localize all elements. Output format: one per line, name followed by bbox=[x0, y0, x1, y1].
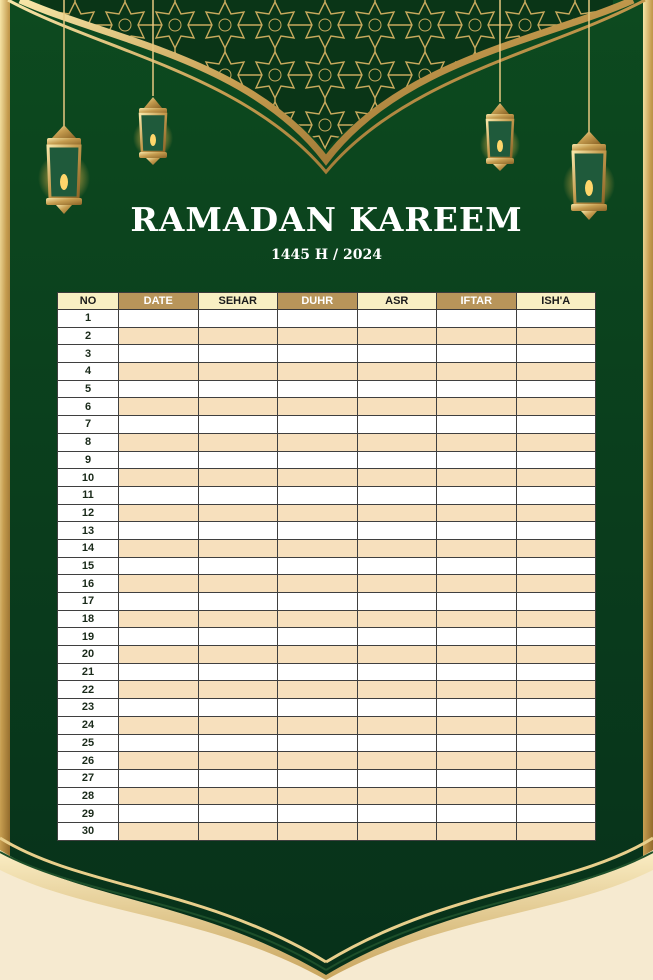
entry-cell[interactable] bbox=[357, 681, 437, 699]
entry-cell[interactable] bbox=[119, 398, 199, 416]
entry-cell[interactable] bbox=[357, 805, 437, 823]
entry-cell[interactable] bbox=[357, 380, 437, 398]
table-row bbox=[58, 805, 596, 823]
row-number: 20 bbox=[58, 646, 119, 664]
header-date: DATE bbox=[119, 293, 199, 310]
entry-cell[interactable] bbox=[516, 363, 596, 381]
row-number: 14 bbox=[58, 539, 119, 557]
entry-cell[interactable] bbox=[357, 575, 437, 593]
table-row bbox=[58, 610, 596, 628]
entry-cell[interactable] bbox=[278, 310, 358, 328]
entry-cell[interactable] bbox=[198, 433, 278, 451]
entry-cell[interactable] bbox=[278, 539, 358, 557]
entry-cell[interactable] bbox=[516, 345, 596, 363]
entry-cell[interactable] bbox=[278, 805, 358, 823]
table-row bbox=[58, 734, 596, 752]
table-row bbox=[58, 557, 596, 575]
entry-cell[interactable] bbox=[357, 486, 437, 504]
entry-cell[interactable] bbox=[278, 380, 358, 398]
entry-cell[interactable] bbox=[119, 752, 199, 770]
entry-cell[interactable] bbox=[437, 769, 517, 787]
row-number: 15 bbox=[58, 557, 119, 575]
entry-cell[interactable] bbox=[119, 716, 199, 734]
entry-cell[interactable] bbox=[119, 787, 199, 805]
entry-cell[interactable] bbox=[437, 486, 517, 504]
entry-cell[interactable] bbox=[437, 787, 517, 805]
schedule-table bbox=[57, 292, 596, 841]
entry-cell[interactable] bbox=[278, 681, 358, 699]
entry-cell[interactable] bbox=[357, 327, 437, 345]
entry-cell[interactable] bbox=[278, 787, 358, 805]
table-row bbox=[58, 486, 596, 504]
entry-cell[interactable] bbox=[278, 734, 358, 752]
table-row bbox=[58, 345, 596, 363]
entry-cell[interactable] bbox=[357, 628, 437, 646]
entry-cell[interactable] bbox=[198, 416, 278, 434]
entry-cell[interactable] bbox=[278, 486, 358, 504]
table-row bbox=[58, 646, 596, 664]
entry-cell[interactable] bbox=[198, 486, 278, 504]
entry-cell[interactable] bbox=[516, 646, 596, 664]
entry-cell[interactable] bbox=[278, 363, 358, 381]
entry-cell[interactable] bbox=[437, 593, 517, 611]
row-number: 30 bbox=[58, 822, 119, 840]
entry-cell[interactable] bbox=[516, 787, 596, 805]
entry-cell[interactable] bbox=[198, 504, 278, 522]
entry-cell[interactable] bbox=[437, 575, 517, 593]
row-number: 11 bbox=[58, 486, 119, 504]
entry-cell[interactable] bbox=[278, 522, 358, 540]
entry-cell[interactable] bbox=[357, 522, 437, 540]
entry-cell[interactable] bbox=[437, 416, 517, 434]
table-row bbox=[58, 539, 596, 557]
entry-cell[interactable] bbox=[198, 822, 278, 840]
entry-cell[interactable] bbox=[516, 628, 596, 646]
entry-cell[interactable] bbox=[278, 575, 358, 593]
entry-cell[interactable] bbox=[198, 363, 278, 381]
table-row bbox=[58, 628, 596, 646]
entry-cell[interactable] bbox=[278, 646, 358, 664]
entry-cell[interactable] bbox=[119, 734, 199, 752]
entry-cell[interactable] bbox=[516, 380, 596, 398]
entry-cell[interactable] bbox=[198, 557, 278, 575]
entry-cell[interactable] bbox=[119, 557, 199, 575]
entry-cell[interactable] bbox=[278, 557, 358, 575]
entry-cell[interactable] bbox=[437, 469, 517, 487]
entry-cell[interactable] bbox=[357, 451, 437, 469]
row-number: 29 bbox=[58, 805, 119, 823]
schedule-rows bbox=[58, 310, 596, 841]
table-row bbox=[58, 522, 596, 540]
entry-cell[interactable] bbox=[119, 310, 199, 328]
entry-cell[interactable] bbox=[357, 433, 437, 451]
entry-cell[interactable] bbox=[278, 752, 358, 770]
entry-cell[interactable] bbox=[198, 663, 278, 681]
entry-cell[interactable] bbox=[437, 752, 517, 770]
entry-cell[interactable] bbox=[119, 363, 199, 381]
table-row bbox=[58, 787, 596, 805]
entry-cell[interactable] bbox=[357, 539, 437, 557]
table-row bbox=[58, 769, 596, 787]
row-number: 16 bbox=[58, 575, 119, 593]
table-row bbox=[58, 310, 596, 328]
entry-cell[interactable] bbox=[516, 593, 596, 611]
table-row bbox=[58, 822, 596, 840]
entry-cell[interactable] bbox=[516, 327, 596, 345]
entry-cell[interactable] bbox=[516, 557, 596, 575]
entry-cell[interactable] bbox=[437, 734, 517, 752]
entry-cell[interactable] bbox=[516, 451, 596, 469]
entry-cell[interactable] bbox=[357, 716, 437, 734]
header-sehar: SEHAR bbox=[198, 293, 278, 310]
table-row bbox=[58, 380, 596, 398]
entry-cell[interactable] bbox=[198, 539, 278, 557]
row-number: 5 bbox=[58, 380, 119, 398]
row-number: 19 bbox=[58, 628, 119, 646]
entry-cell[interactable] bbox=[278, 628, 358, 646]
entry-cell[interactable] bbox=[357, 310, 437, 328]
table-row bbox=[58, 433, 596, 451]
entry-cell[interactable] bbox=[516, 610, 596, 628]
entry-cell[interactable] bbox=[278, 433, 358, 451]
entry-cell[interactable] bbox=[437, 646, 517, 664]
row-number: 27 bbox=[58, 769, 119, 787]
entry-cell[interactable] bbox=[198, 628, 278, 646]
row-number: 10 bbox=[58, 469, 119, 487]
row-number: 24 bbox=[58, 716, 119, 734]
row-number: 23 bbox=[58, 699, 119, 717]
entry-cell[interactable] bbox=[278, 610, 358, 628]
entry-cell[interactable] bbox=[119, 610, 199, 628]
entry-cell[interactable] bbox=[437, 822, 517, 840]
entry-cell[interactable] bbox=[198, 610, 278, 628]
entry-cell[interactable] bbox=[516, 504, 596, 522]
entry-cell[interactable] bbox=[119, 646, 199, 664]
entry-cell[interactable] bbox=[278, 345, 358, 363]
table-row bbox=[58, 504, 596, 522]
row-number: 7 bbox=[58, 416, 119, 434]
row-number: 6 bbox=[58, 398, 119, 416]
table-row bbox=[58, 451, 596, 469]
header-asr: ASR bbox=[357, 293, 437, 310]
entry-cell[interactable] bbox=[357, 416, 437, 434]
entry-cell[interactable] bbox=[437, 681, 517, 699]
entry-cell[interactable] bbox=[278, 416, 358, 434]
entry-cell[interactable] bbox=[357, 663, 437, 681]
entry-cell[interactable] bbox=[119, 504, 199, 522]
entry-cell[interactable] bbox=[119, 380, 199, 398]
table-row bbox=[58, 752, 596, 770]
entry-cell[interactable] bbox=[437, 345, 517, 363]
table-header-row bbox=[58, 293, 596, 310]
row-number: 2 bbox=[58, 327, 119, 345]
entry-cell[interactable] bbox=[437, 504, 517, 522]
entry-cell[interactable] bbox=[278, 699, 358, 717]
entry-cell[interactable] bbox=[437, 557, 517, 575]
entry-cell[interactable] bbox=[278, 663, 358, 681]
entry-cell[interactable] bbox=[119, 539, 199, 557]
entry-cell[interactable] bbox=[357, 734, 437, 752]
entry-cell[interactable] bbox=[357, 769, 437, 787]
entry-cell[interactable] bbox=[198, 451, 278, 469]
entry-cell[interactable] bbox=[437, 327, 517, 345]
table-row bbox=[58, 416, 596, 434]
entry-cell[interactable] bbox=[278, 469, 358, 487]
entry-cell[interactable] bbox=[198, 787, 278, 805]
entry-cell[interactable] bbox=[198, 646, 278, 664]
page-subtitle: 1445 H / 2024 bbox=[271, 247, 382, 263]
entry-cell[interactable] bbox=[278, 504, 358, 522]
header-no: NO bbox=[58, 293, 119, 310]
entry-cell[interactable] bbox=[516, 486, 596, 504]
entry-cell[interactable] bbox=[357, 610, 437, 628]
entry-cell[interactable] bbox=[357, 752, 437, 770]
entry-cell[interactable] bbox=[278, 716, 358, 734]
entry-cell[interactable] bbox=[198, 469, 278, 487]
entry-cell[interactable] bbox=[198, 522, 278, 540]
entry-cell[interactable] bbox=[357, 557, 437, 575]
row-number: 25 bbox=[58, 734, 119, 752]
entry-cell[interactable] bbox=[357, 822, 437, 840]
entry-cell[interactable] bbox=[119, 575, 199, 593]
entry-cell[interactable] bbox=[437, 716, 517, 734]
table-row bbox=[58, 575, 596, 593]
row-number: 4 bbox=[58, 363, 119, 381]
entry-cell[interactable] bbox=[437, 522, 517, 540]
table-row bbox=[58, 363, 596, 381]
entry-cell[interactable] bbox=[198, 327, 278, 345]
entry-cell[interactable] bbox=[119, 327, 199, 345]
entry-cell[interactable] bbox=[119, 805, 199, 823]
entry-cell[interactable] bbox=[278, 398, 358, 416]
entry-cell[interactable] bbox=[198, 398, 278, 416]
entry-cell[interactable] bbox=[119, 433, 199, 451]
entry-cell[interactable] bbox=[198, 681, 278, 699]
entry-cell[interactable] bbox=[516, 734, 596, 752]
entry-cell[interactable] bbox=[119, 416, 199, 434]
entry-cell[interactable] bbox=[198, 345, 278, 363]
row-number: 17 bbox=[58, 593, 119, 611]
entry-cell[interactable] bbox=[516, 663, 596, 681]
entry-cell[interactable] bbox=[119, 822, 199, 840]
header-isha: ISH'A bbox=[516, 293, 596, 310]
entry-cell[interactable] bbox=[198, 380, 278, 398]
entry-cell[interactable] bbox=[119, 628, 199, 646]
entry-cell[interactable] bbox=[516, 822, 596, 840]
entry-cell[interactable] bbox=[357, 504, 437, 522]
row-number: 12 bbox=[58, 504, 119, 522]
entry-cell[interactable] bbox=[119, 681, 199, 699]
entry-cell[interactable] bbox=[516, 699, 596, 717]
entry-cell[interactable] bbox=[516, 575, 596, 593]
entry-cell[interactable] bbox=[119, 769, 199, 787]
entry-cell[interactable] bbox=[119, 345, 199, 363]
row-number: 9 bbox=[58, 451, 119, 469]
page-title: RAMADAN KAREEM bbox=[130, 200, 523, 239]
row-number: 26 bbox=[58, 752, 119, 770]
entry-cell[interactable] bbox=[516, 539, 596, 557]
entry-cell[interactable] bbox=[119, 522, 199, 540]
entry-cell[interactable] bbox=[516, 681, 596, 699]
entry-cell[interactable] bbox=[198, 734, 278, 752]
row-number: 8 bbox=[58, 433, 119, 451]
entry-cell[interactable] bbox=[437, 363, 517, 381]
entry-cell[interactable] bbox=[516, 433, 596, 451]
entry-cell[interactable] bbox=[437, 451, 517, 469]
table-row bbox=[58, 469, 596, 487]
entry-cell[interactable] bbox=[437, 805, 517, 823]
entry-cell[interactable] bbox=[357, 345, 437, 363]
table-row bbox=[58, 663, 596, 681]
table-row bbox=[58, 327, 596, 345]
row-number: 3 bbox=[58, 345, 119, 363]
table-row bbox=[58, 716, 596, 734]
row-number: 22 bbox=[58, 681, 119, 699]
row-number: 21 bbox=[58, 663, 119, 681]
entry-cell[interactable] bbox=[198, 310, 278, 328]
entry-cell[interactable] bbox=[437, 699, 517, 717]
entry-cell[interactable] bbox=[437, 539, 517, 557]
entry-cell[interactable] bbox=[516, 469, 596, 487]
entry-cell[interactable] bbox=[119, 469, 199, 487]
entry-cell[interactable] bbox=[437, 663, 517, 681]
entry-cell[interactable] bbox=[437, 610, 517, 628]
entry-cell[interactable] bbox=[357, 469, 437, 487]
entry-cell[interactable] bbox=[437, 628, 517, 646]
entry-cell[interactable] bbox=[357, 398, 437, 416]
table-row bbox=[58, 699, 596, 717]
entry-cell[interactable] bbox=[278, 822, 358, 840]
entry-cell[interactable] bbox=[516, 310, 596, 328]
entry-cell[interactable] bbox=[278, 451, 358, 469]
entry-cell[interactable] bbox=[119, 486, 199, 504]
entry-cell[interactable] bbox=[516, 398, 596, 416]
entry-cell[interactable] bbox=[119, 593, 199, 611]
entry-cell[interactable] bbox=[437, 310, 517, 328]
entry-cell[interactable] bbox=[516, 805, 596, 823]
row-number: 13 bbox=[58, 522, 119, 540]
table-row bbox=[58, 681, 596, 699]
entry-cell[interactable] bbox=[198, 575, 278, 593]
entry-cell[interactable] bbox=[357, 699, 437, 717]
entry-cell[interactable] bbox=[119, 699, 199, 717]
table-row bbox=[58, 593, 596, 611]
entry-cell[interactable] bbox=[278, 769, 358, 787]
entry-cell[interactable] bbox=[516, 769, 596, 787]
entry-cell[interactable] bbox=[516, 522, 596, 540]
row-number: 18 bbox=[58, 610, 119, 628]
entry-cell[interactable] bbox=[437, 433, 517, 451]
entry-cell[interactable] bbox=[357, 363, 437, 381]
entry-cell[interactable] bbox=[198, 699, 278, 717]
entry-cell[interactable] bbox=[119, 451, 199, 469]
entry-cell[interactable] bbox=[516, 752, 596, 770]
entry-cell[interactable] bbox=[198, 805, 278, 823]
entry-cell[interactable] bbox=[437, 398, 517, 416]
entry-cell[interactable] bbox=[516, 716, 596, 734]
entry-cell[interactable] bbox=[357, 593, 437, 611]
entry-cell[interactable] bbox=[198, 593, 278, 611]
row-number: 1 bbox=[58, 310, 119, 328]
entry-cell[interactable] bbox=[357, 787, 437, 805]
table-row bbox=[58, 398, 596, 416]
header-iftar: IFTAR bbox=[437, 293, 517, 310]
entry-cell[interactable] bbox=[278, 327, 358, 345]
row-number: 28 bbox=[58, 787, 119, 805]
entry-cell[interactable] bbox=[198, 752, 278, 770]
entry-cell[interactable] bbox=[437, 380, 517, 398]
entry-cell[interactable] bbox=[278, 593, 358, 611]
entry-cell[interactable] bbox=[516, 416, 596, 434]
entry-cell[interactable] bbox=[119, 663, 199, 681]
header-duhr: DUHR bbox=[278, 293, 358, 310]
entry-cell[interactable] bbox=[198, 769, 278, 787]
entry-cell[interactable] bbox=[357, 646, 437, 664]
entry-cell[interactable] bbox=[198, 716, 278, 734]
